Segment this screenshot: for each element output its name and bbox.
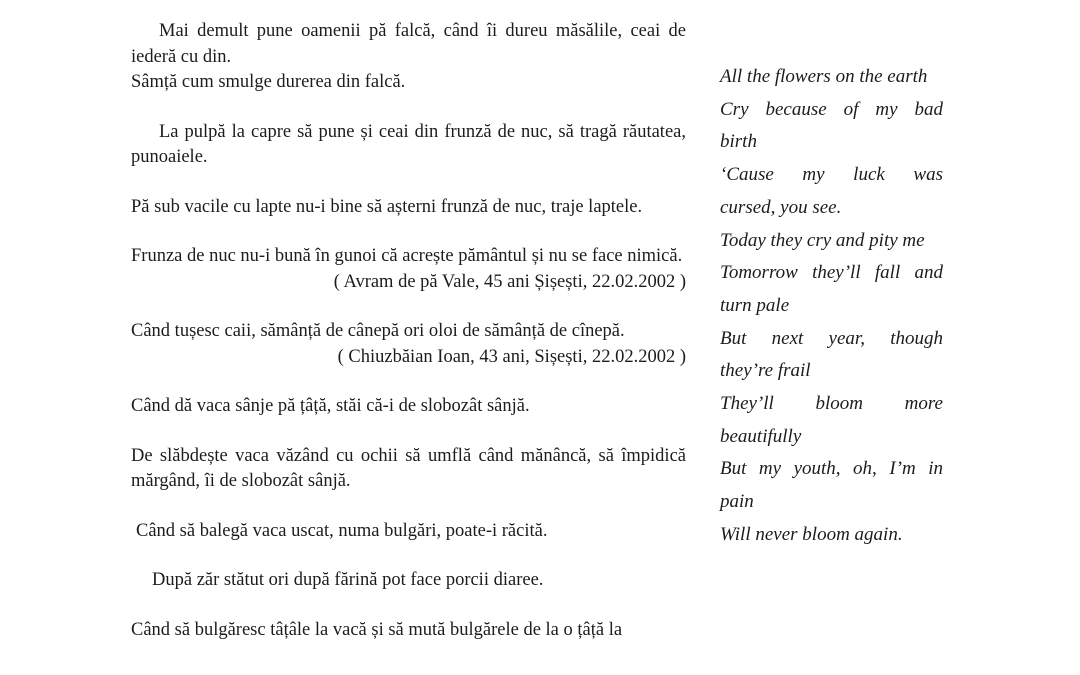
poem-line: cursed, you see. bbox=[720, 196, 842, 218]
poem-line: But next year, though bbox=[720, 327, 943, 349]
poem-line: Cry because of my bad bbox=[720, 98, 943, 120]
poem-line: They’ll bloom more bbox=[720, 393, 943, 415]
poem-column bbox=[720, 61, 943, 552]
poem-line: they’re frail bbox=[720, 360, 811, 382]
poem-line: All the flowers on the earth bbox=[720, 66, 928, 87]
main-text-column bbox=[131, 19, 686, 643]
paragraph-ceai-iedera: Mai demult pune oamenii pă falcă, când îi dureu măsălile, ceai de iederă cu din. bbox=[131, 21, 686, 67]
paragraph-bulgaresc-tatale: Când să bulgăresc tâțâle la vacă și să mută bulgărele de la o țâță la bbox=[131, 619, 623, 640]
paragraph-samta: Sâmță cum smulge durerea din falcă. bbox=[131, 72, 406, 92]
paragraph-pulpa-capre: La pulpă la capre să pune și ceai din frunză de nuc, să tragă răutatea, punoaiele. bbox=[131, 121, 686, 167]
poem-line: beautifully bbox=[720, 425, 802, 447]
paragraph-balega-uscat: Când să balegă vaca uscat, numa bulgări, poate-i răcită. bbox=[136, 520, 548, 541]
poem-line: Will never bloom again. bbox=[720, 523, 903, 545]
poem-line: pain bbox=[720, 491, 754, 513]
poem-line: Tomorrow they’ll fall and bbox=[720, 262, 943, 284]
paragraph-tusesc-caii: Când tușesc caii, sămânță de cânepă ori oloi de sămânță de cînepă. bbox=[131, 321, 625, 341]
paragraph-frunza-nuc: Frunza de nuc nu-i bună în gunoi că acrește pământul și nu se face nimică. bbox=[131, 246, 683, 266]
poem-line: ‘Cause my luck was bbox=[720, 164, 943, 186]
poem-line: birth bbox=[720, 131, 757, 153]
poem-line: But my youth, oh, I’m in bbox=[720, 458, 943, 480]
paragraph-diaree-porci: După zăr stătut ori după fărină pot face porcii diaree. bbox=[152, 570, 544, 590]
poem-line: Today they cry and pity me bbox=[720, 229, 925, 251]
paragraph-vacile-lapte: Pă sub vacile cu lapte nu-i bine să așterni frunză de nuc, traje laptele. bbox=[131, 196, 643, 217]
paragraph-sanje-tata: Când dă vaca sânje pă țâță, stăi că-i de slobozât sânjă. bbox=[131, 396, 530, 416]
poem-line: turn pale bbox=[720, 294, 790, 316]
source-citation: ( Chiuzbăian Ioan, 43 ani, Sișești, 22.02.2002 ) bbox=[337, 346, 686, 367]
source-citation: ( Avram de pă Vale, 45 ani Șișești, 22.02.2002 ) bbox=[333, 271, 686, 292]
paragraph-slabdeste-vaca: De slăbdește vaca văzând cu ochii să umflă când mănâncă, să împidică mărgând, îi de slobozât sânjă. bbox=[131, 445, 686, 491]
